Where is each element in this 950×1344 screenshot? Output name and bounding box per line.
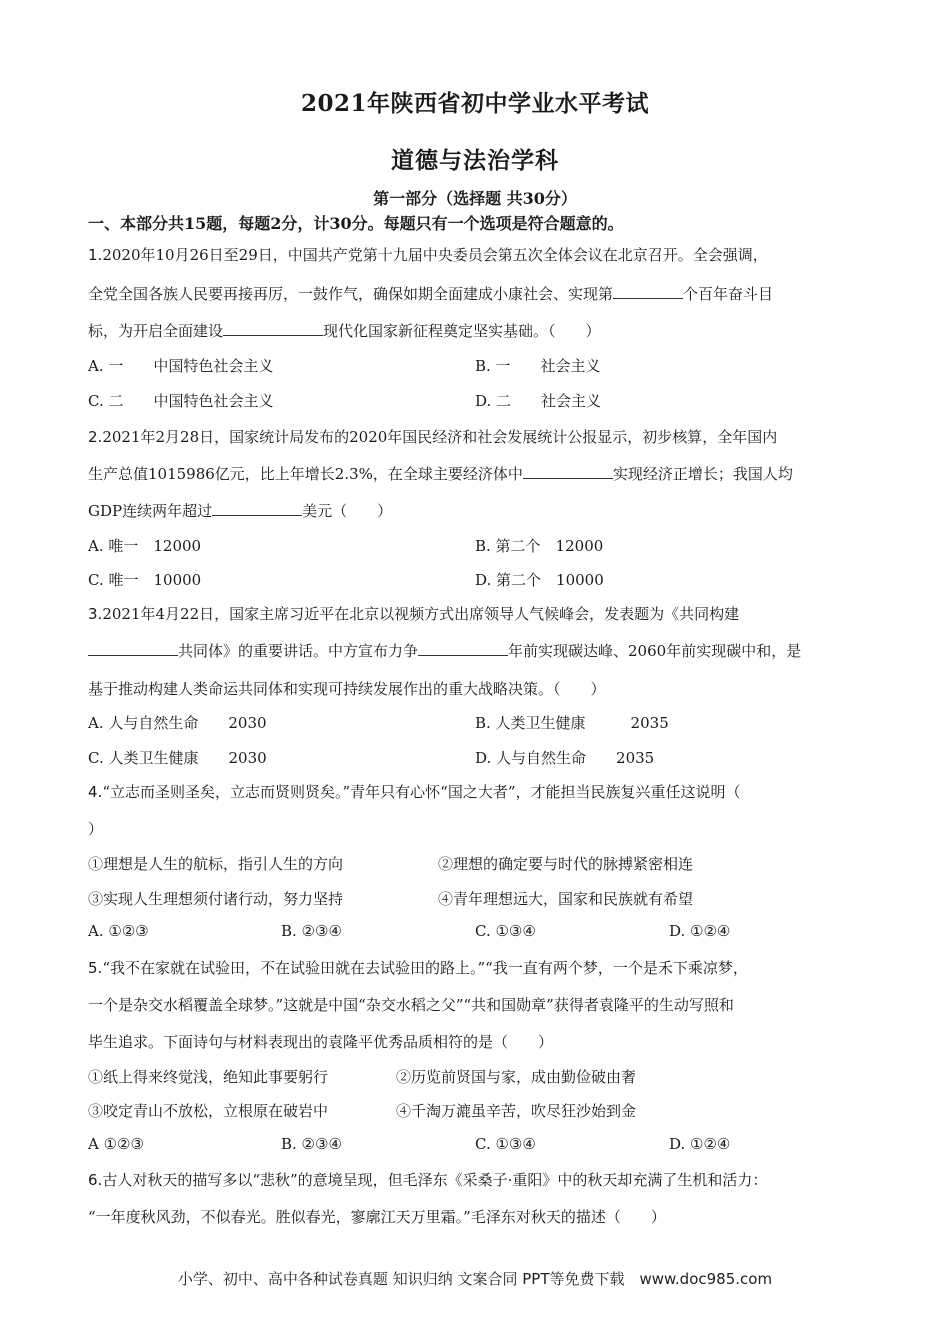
answer-blank xyxy=(223,321,323,336)
statement-3: ③咬定青山不放松，立根原在破岩中 xyxy=(88,1102,329,1120)
option-c: C. 唯一 10000 xyxy=(88,571,202,589)
question-number: 2. xyxy=(88,428,103,446)
answer-blank xyxy=(212,501,302,516)
statement-4: ④千淘万漉虽辛苦，吹尽狂沙始到金 xyxy=(396,1102,637,1120)
subject-title: 道德与法治学科 xyxy=(391,147,559,174)
statement-3: ③实现人生理想须付诸行动，努力坚持 xyxy=(88,890,344,908)
question-3-line-3: 基于推动构建人类命运共同体和实现可持续发展作出的重大战略决策。（ ） xyxy=(88,680,606,698)
question-5-line-1: 5.“我不在家就在试验田，不在试验田就在去试验田的路上。”“我一直有两个梦，一个是禾下乘凉梦， xyxy=(88,959,748,977)
option-a: A. 一 中国特色社会主义 xyxy=(88,357,274,375)
question-1-line-1: 1.2020年10月26日至29日，中国共产党第十九届中央委员会第五次全体会议在北京召开。全会强调， xyxy=(88,246,768,264)
option-b: B. 一 社会主义 xyxy=(475,357,601,375)
option-d: D. 二 社会主义 xyxy=(475,392,602,410)
question-3-line-1: 3.2021年4月22日，国家主席习近平在北京以视频方式出席领导人气候峰会，发表题为《共同构建 xyxy=(88,605,740,623)
question-1-line-3: 标，为开启全面建设 现代化国家新征程奠定坚实基础。（ ） xyxy=(88,322,601,340)
option-a: A. 人与自然生命 2030 xyxy=(88,714,267,732)
statement-2: ②历览前贤国与家，成由勤俭破由奢 xyxy=(396,1068,637,1086)
statement-1: ①纸上得来终觉浅，绝知此事要躬行 xyxy=(88,1068,329,1086)
option-a: A. ①②③ xyxy=(88,922,149,940)
question-number: 1. xyxy=(88,246,103,264)
question-2-line-3: GDP连续两年超过 美元（ ） xyxy=(88,502,393,520)
statement-2: ②理想的确定要与时代的脉搏紧密相连 xyxy=(438,855,694,873)
option-c: C. 人类卫生健康 2030 xyxy=(88,749,267,767)
answer-blank xyxy=(418,641,508,656)
option-c: C. ①③④ xyxy=(475,1135,536,1153)
option-d: D. 第二个 10000 xyxy=(475,571,604,589)
answer-blank xyxy=(88,641,178,656)
option-d: D. ①②④ xyxy=(669,922,731,940)
option-b: B. 第二个 12000 xyxy=(475,537,604,555)
question-number: 4. xyxy=(88,783,103,801)
question-number: 6. xyxy=(88,1171,103,1189)
statement-1: ①理想是人生的航标，指引人生的方向 xyxy=(88,855,344,873)
option-a: A ①②③ xyxy=(88,1135,144,1153)
answer-blank xyxy=(613,284,683,299)
question-2-line-1: 2.2021年2月28日，国家统计局发布的2020年国民经济和社会发展统计公报显示，初步核算，全年国内 xyxy=(88,428,778,446)
option-c: C. 二 中国特色社会主义 xyxy=(88,392,274,410)
question-4-line-2: ） xyxy=(88,820,104,838)
question-6-line-2: “一年度秋风劲，不似春光。胜似春光，寥廓江天万里霜。”毛泽东对秋天的描述（ ） xyxy=(88,1208,666,1226)
footer-advert: 小学、初中、高中各种试卷真题 知识归纳 文案合同 PPT等免费下载 www.doc985.com xyxy=(177,1270,773,1288)
option-d: D. ①②④ xyxy=(669,1135,731,1153)
question-1-line-2: 全党全国各族人民要再接再厉，一鼓作气，确保如期全面建成小康社会、实现第 个百年奋斗目 xyxy=(88,285,774,303)
option-b: B. ②③④ xyxy=(281,922,342,940)
question-6-line-1: 6.古人对秋天的描写多以“悲秋”的意境呈现，但毛泽东《采桑子·重阳》中的秋天却充满了生机和活力： xyxy=(88,1171,768,1189)
option-d: D. 人与自然生命 2035 xyxy=(475,749,655,767)
question-5-line-2: 一个是杂交水稻覆盖全球梦。”这就是中国“杂交水稻之父”“共和国勋章”获得者袁隆平的生动写照和 xyxy=(88,996,734,1014)
question-3-line-2: 共同体》的重要讲话。中方宣布力争 年前实现碳达峰、2060年前实现碳中和，是 xyxy=(88,640,801,661)
question-2-line-2: 生产总值1015986亿元，比上年增长2.3%，在全球主要经济体中 实现经济正增长；我国人均 xyxy=(88,465,793,483)
question-5-line-3: 毕生追求。下面诗句与材料表现出的袁隆平优秀品质相符的是（ ） xyxy=(88,1033,554,1051)
option-b: B. 人类卫生健康 2035 xyxy=(475,714,669,732)
question-4-line-1: 4.“立志而圣则圣矣，立志而贤则贤矣。”青年只有心怀“国之大者”，才能担当民族复兴重任这说明（ xyxy=(88,783,741,801)
question-number: 5. xyxy=(88,959,103,977)
section-instructions: 一、本部分共15题，每题2分，计30分。每题只有一个选项是符合题意的。 xyxy=(88,214,624,233)
option-c: C. ①③④ xyxy=(475,922,536,940)
part-title: 第一部分（选择题 共30分） xyxy=(373,189,577,208)
option-b: B. ②③④ xyxy=(281,1135,342,1153)
statement-4: ④青年理想远大，国家和民族就有希望 xyxy=(438,890,694,908)
question-number: 3. xyxy=(88,605,103,623)
exam-title: 2021年陕西省初中学业水平考试 xyxy=(300,90,649,117)
option-a: A. 唯一 12000 xyxy=(88,537,202,555)
answer-blank xyxy=(523,464,613,479)
